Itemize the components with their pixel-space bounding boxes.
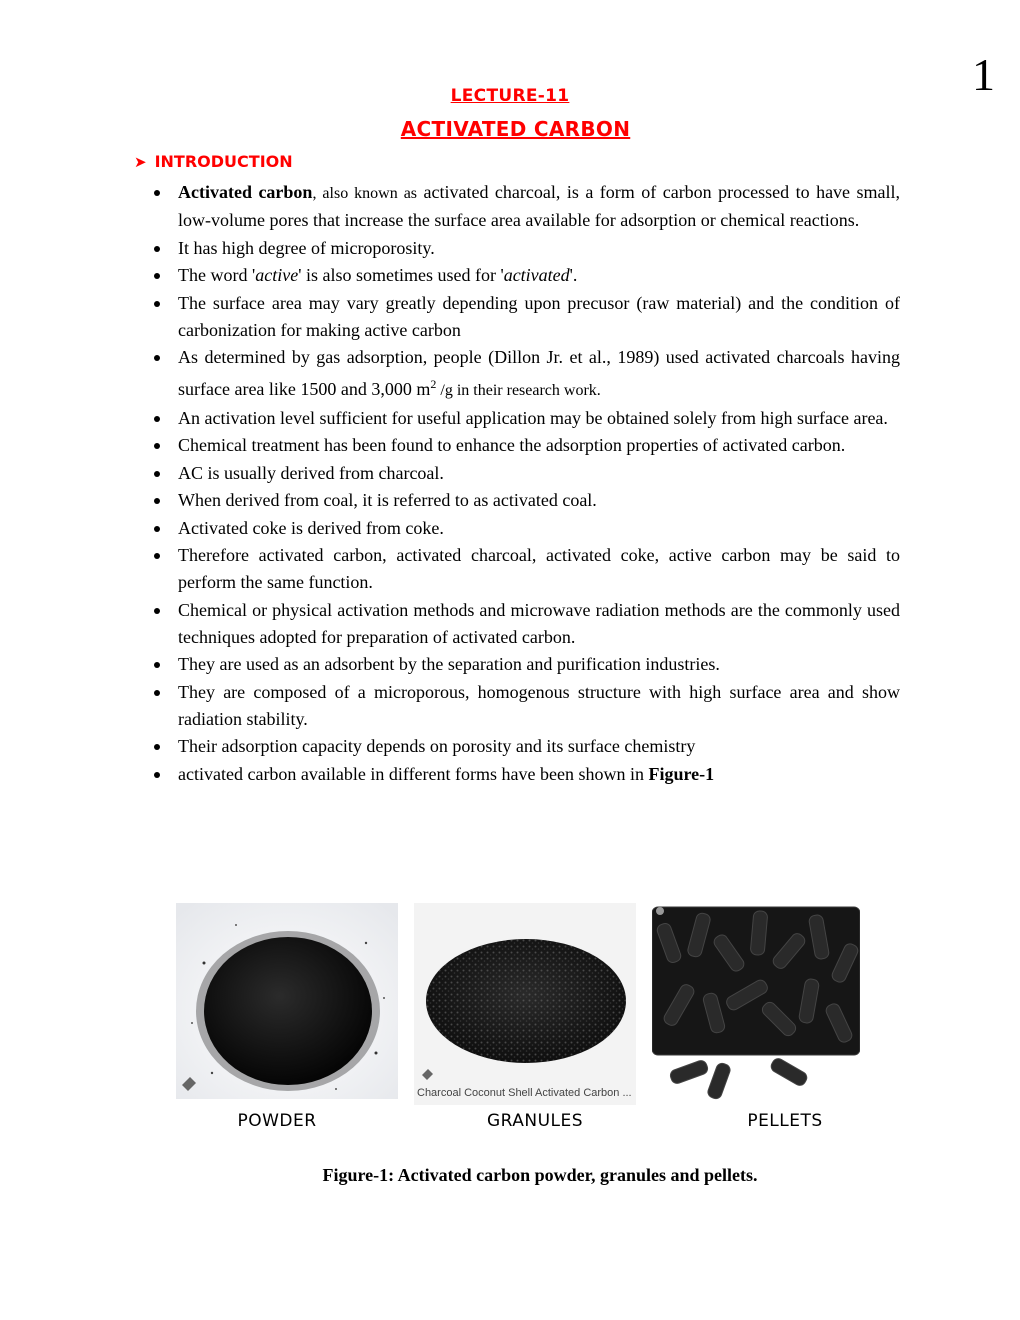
list-item: It has high degree of microporosity. — [178, 235, 900, 262]
list-item: Chemical treatment has been found to enhance the adsorption properties of activated carbon. — [178, 432, 900, 459]
section-heading-text: INTRODUCTION — [154, 152, 293, 171]
list-item: When derived from coal, it is referred to as activated coal. — [178, 487, 900, 514]
term-bold: Activated carbon — [178, 182, 313, 202]
lecture-title: LECTURE-11 — [450, 86, 570, 106]
bullet-list — [178, 179, 900, 788]
figure-caption: Figure-1: Activated carbon powder, granules and pellets. — [322, 1165, 758, 1185]
section-heading — [134, 152, 293, 171]
page-number: 1 — [972, 49, 995, 100]
list-item: Activated coke is derived from coke. — [178, 515, 900, 542]
text-span: /g in their research work. — [436, 382, 601, 399]
text-italic: activated — [503, 265, 570, 285]
list-item — [178, 344, 900, 404]
list-item — [178, 262, 900, 289]
label-granules: GRANULES — [486, 1111, 584, 1131]
page-title: ACTIVATED CARBON — [400, 117, 631, 141]
text-span: '. — [569, 265, 578, 285]
list-item: Chemical or physical activation methods and microwave radiation methods are the commonly used techniques adopted for preparation of activated carbon. — [178, 597, 900, 651]
label-pellets: PELLETS — [747, 1111, 823, 1131]
label-powder: POWDER — [237, 1111, 317, 1131]
text-span: The word ' — [178, 265, 256, 285]
list-item: They are composed of a microporous, homogenous structure with high surface area and show radiation stability. — [178, 679, 900, 733]
list-item: AC is usually derived from charcoal. — [178, 460, 900, 487]
figure-images — [0, 903, 1020, 1108]
list-item — [178, 179, 900, 234]
list-item: The surface area may vary greatly depending upon precusor (raw material) and the condition of carbonization for making active carbon — [178, 290, 900, 344]
text-italic: active — [255, 265, 299, 285]
list-item: An activation level sufficient for useful application may be obtained solely from high surface area. — [178, 405, 900, 432]
text-span: ' is also sometimes used for ' — [298, 265, 504, 285]
figure-reference: Figure-1 — [648, 763, 715, 784]
list-item — [178, 761, 900, 788]
list-item: Therefore activated carbon, activated charcoal, activated coke, active carbon may be said to perform the same function. — [178, 542, 900, 596]
list-item: They are used as an adsorbent by the separation and purification industries. — [178, 651, 900, 678]
list-item: Their adsorption capacity depends on porosity and its surface chemistry — [178, 733, 900, 760]
granules-photo — [414, 903, 636, 1105]
pellets-photo — [652, 903, 860, 1105]
superscript: 2 — [430, 377, 437, 391]
granules-image-caption: Charcoal Coconut Shell Activated Carbon ... — [417, 1087, 632, 1099]
text-span: activated carbon available in different forms have been shown in — [178, 763, 649, 784]
powder-photo — [176, 903, 398, 1099]
arrow-bullet-icon: ➤ — [134, 153, 147, 171]
text-span: activated charcoal, is a form of carbon processed to have small, low-volume pores that increase the surface area available for adsorption or chemical reactions. — [178, 182, 901, 230]
text-span: , also known as — [312, 185, 418, 202]
text-span: As determined by gas adsorption, people (Dillon Jr. et al., 1989) used activated charcoals having surface area like 1500 and 3,000 m — [178, 347, 900, 399]
